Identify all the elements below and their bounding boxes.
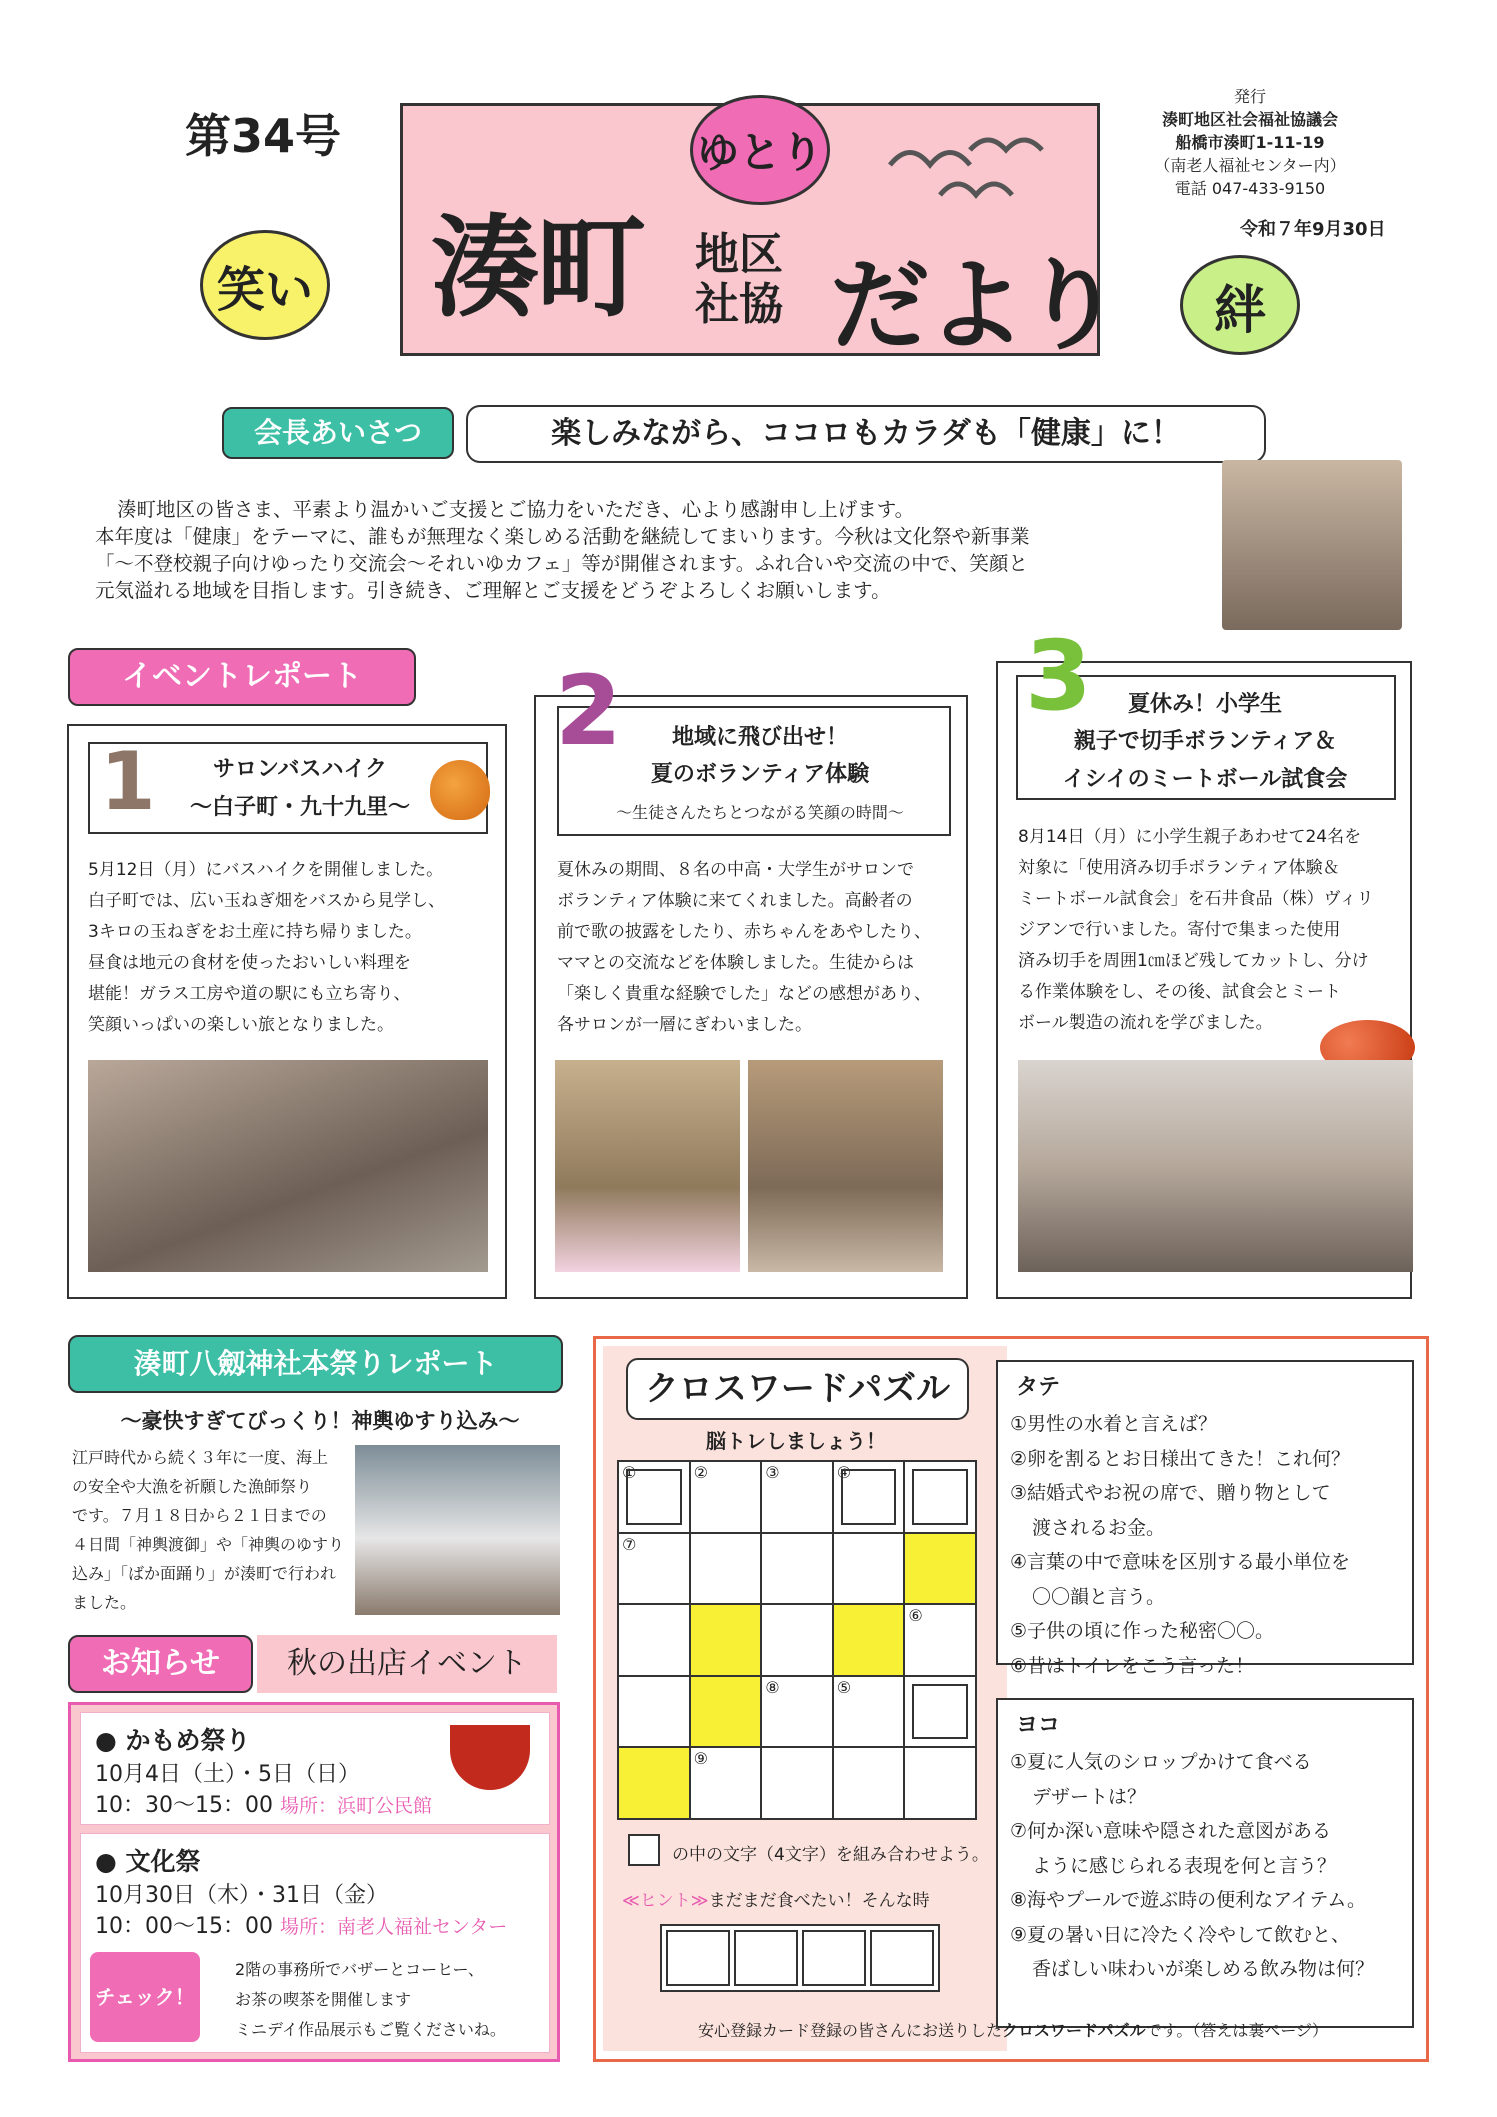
title-dayori: だより: [830, 247, 1118, 364]
clue-line: ⑨夏の暑い日に冷たく冷やして飲むと、: [1010, 1923, 1351, 1946]
check-line: 2階の事務所でバザーとコーヒー、: [235, 1960, 484, 1979]
event-3-body: [1018, 822, 1408, 1039]
festival-subtitle: ～豪快すぎてびっくり！神輿ゆすり込み～: [120, 1409, 520, 1433]
publisher-phone: 電話 047-433-9150: [1174, 179, 1326, 198]
cell-number: ⑥: [908, 1606, 923, 1626]
notice-subtitle: 秋の出店イベント: [257, 1635, 557, 1693]
crossword-cell[interactable]: [761, 1533, 833, 1605]
footer-bold: クロスワードパズル: [1001, 2021, 1146, 2040]
crossword-footer: [603, 2018, 1423, 2041]
clue-line: ①男性の水着と言えば？: [1010, 1413, 1218, 1435]
answer-box-sample: [628, 1834, 660, 1866]
event-1-body: [88, 855, 498, 1041]
crossword-shaded-cell: [690, 1676, 762, 1748]
body-line: 「楽しく貴重な経験でした」などの感想があり、: [557, 984, 931, 1004]
event-date: 10月30日（木）・31日（金）: [95, 1883, 388, 1908]
body-line: 込み」「ばか面踊り」が湊町で行われ: [72, 1564, 337, 1583]
body-line: 各サロンが一層にぎわいました。: [557, 1015, 812, 1035]
check-line: お茶の喫茶を開催します: [235, 1990, 412, 2009]
bubble-yutori: ゆとり: [690, 95, 830, 205]
crossword-shaded-cell: [618, 1747, 690, 1819]
event-3-title: 夏休み！小学生: [1127, 692, 1282, 717]
greeting-line: 「～不登校親子向けゆったり交流会～それいゆカフェ」等が開催されます。ふれ合いや交流の中で、笑顔と: [95, 552, 1028, 575]
body-line: です。７月１８日から２１日までの: [72, 1506, 327, 1525]
cell-number: ⑤: [836, 1677, 852, 1697]
event-time: 10：00～15：00: [95, 1914, 273, 1939]
issue-number: 第34号: [185, 109, 342, 163]
body-line: 白子町では、広い玉ねぎ畑をバスから見学し、: [88, 891, 445, 911]
body-line: 8月14日（月）に小学生親子あわせて24名を: [1018, 827, 1362, 847]
crossword-cell[interactable]: [904, 1461, 976, 1533]
crossword-cell[interactable]: [618, 1533, 690, 1605]
crossword-shaded-cell: [904, 1533, 976, 1605]
clue-line: ⑥昔はトイレをこう言った！: [1010, 1654, 1255, 1677]
event-name: ● かもめ祭り: [95, 1726, 251, 1755]
publisher-address: 船橋市湊町1-11-19: [1175, 133, 1325, 152]
event-2-title: 地域に飛び出せ！: [671, 725, 848, 750]
clue-line: ③結婚式やお祝の席で、贈り物として: [1010, 1482, 1331, 1504]
answer-box[interactable]: [802, 1930, 866, 1986]
event-1-number: 1: [100, 735, 156, 828]
publish-date: 令和７年9月30日: [1240, 219, 1386, 240]
title-sub: [695, 230, 795, 330]
publisher-office: （南老人福祉センター内）: [1154, 156, 1346, 175]
event-time: 10：30～15：00: [95, 1793, 273, 1818]
body-line: 笑顔いっぱいの楽しい旅となりました。: [88, 1015, 394, 1035]
crossword-cell[interactable]: [904, 1676, 976, 1748]
greeting-body: [95, 496, 1195, 604]
crossword-cell[interactable]: [904, 1747, 976, 1819]
greeting-tag: 会長あいさつ: [222, 407, 454, 459]
body-line: ４日間「神輿渡御」や「神輿のゆすり: [72, 1535, 345, 1554]
crossword-cell[interactable]: [690, 1747, 762, 1819]
greeting-line: 元気溢れる地域を目指します。引き続き、ご理解とご支援をどうぞよろしくお願いします。: [95, 579, 891, 602]
crossword-shaded-cell: [690, 1604, 762, 1676]
greeting-line: 本年度は「健康」をテーマに、誰もが無理なく楽しめる活動を継続してまいります。今秋は文化祭や新事業: [95, 525, 1030, 548]
crossword-grid: [617, 1460, 977, 1820]
event-2-title-line-2: 夏のボランティア体験: [650, 762, 870, 787]
crossword-cell[interactable]: [833, 1747, 905, 1819]
event-1-subtitle: ～白子町・九十九里～: [189, 795, 410, 820]
bubble-kizuna: 絆: [1180, 255, 1300, 355]
crossword-cell[interactable]: [618, 1676, 690, 1748]
greeting-headline: 楽しみながら、ココロもカラダも「健康」に！: [466, 405, 1266, 463]
volunteer-photo-1: [555, 1060, 740, 1272]
clue-line: ⑧海やプールで遊ぶ時の便利なアイテム。: [1010, 1889, 1366, 1911]
event-3-title-line-3: イシイのミートボール試食会: [1062, 767, 1348, 792]
body-line: 夏休みの期間、８名の中高・大学生がサロンで: [557, 860, 914, 880]
crossword-cell[interactable]: [618, 1461, 690, 1533]
event-2-number: 2: [555, 655, 622, 767]
event-3-number: 3: [1025, 620, 1092, 732]
footer-pre: 安心登録カード登録の皆さんにお送りした: [697, 2021, 1002, 2040]
tate-list: [998, 1407, 1412, 1683]
crossword-cell[interactable]: [833, 1461, 905, 1533]
clue-line: 渡されるお金。: [1032, 1516, 1166, 1539]
crossword-cell[interactable]: [833, 1533, 905, 1605]
body-line: ボランティア体験に来てくれました。高齢者の: [557, 891, 913, 911]
onion-icon: [430, 760, 490, 820]
body-line: 済み切手を周囲1㎝ほど残してカットし、分け: [1018, 951, 1369, 971]
body-line: 前で歌の披露をしたり、赤ちゃんをあやしたり、: [557, 922, 931, 942]
answer-box[interactable]: [666, 1930, 730, 1986]
volunteer-photo-2: [748, 1060, 943, 1272]
chairperson-photo: [1222, 460, 1402, 630]
event-report-tag: イベントレポート: [68, 648, 416, 706]
tate-clues: [996, 1360, 1414, 1677]
clue-line: ⑤子供の頃に作った秘密〇〇。: [1010, 1620, 1275, 1642]
stamp-volunteer-photo: [1018, 1060, 1413, 1272]
cell-number: ②: [693, 1463, 708, 1482]
body-line: 堪能！ガラス工房や道の駅にも立ち寄り、: [88, 984, 411, 1004]
body-line: ジアンで行いました。寄付で集まった使用: [1018, 920, 1341, 940]
bubble-warai: 笑い: [200, 230, 330, 340]
body-line: 対象に「使用済み切手ボランティア体験＆: [1018, 858, 1340, 878]
crossword-cell[interactable]: [761, 1604, 833, 1676]
crossword-hint: [622, 1886, 930, 1911]
cell-number: ⑧: [765, 1677, 780, 1697]
event-1-title: サロンバスハイク: [212, 757, 388, 782]
body-line: 昼食は地元の食材を使ったおいしい料理を: [88, 953, 411, 973]
body-line: 5月12日（月）にバスハイクを開催しました。: [88, 860, 444, 880]
cell-number: ①: [622, 1463, 637, 1482]
clue-line: ②卵を割るとお日様出てきた！これ何？: [1010, 1447, 1351, 1470]
event-place: 場所：浜町公民館: [279, 1795, 432, 1817]
event-place: 場所：南老人福祉センター: [279, 1916, 508, 1938]
event-3-title-line-2: 親子で切手ボランティア＆: [1073, 729, 1337, 754]
greeting-line: 湊町地区の皆さま、平素より温かいご支援とご協力をいただき、心より感謝申し上げます。: [117, 498, 915, 521]
publisher-label: 発行: [1233, 87, 1266, 106]
notice-tag: お知らせ: [68, 1635, 253, 1693]
tate-heading: タテ: [1016, 1375, 1061, 1400]
check-text: [235, 1955, 535, 2045]
answer-boxes: [660, 1924, 940, 1992]
body-line: ママとの交流などを体験しました。生徒からは: [557, 953, 914, 973]
check-line: ミニデイ作品展示もご覧くださいね。: [235, 2020, 506, 2039]
title-sub-line-2: 社協: [695, 279, 783, 330]
festival-tag: 湊町八劔神社本祭りレポート: [68, 1335, 563, 1393]
crossword-cell[interactable]: [833, 1676, 905, 1748]
clue-line: ⑦何か深い意味や隠された意図がある: [1010, 1820, 1332, 1842]
event-name: ● 文化祭: [95, 1847, 201, 1876]
hint-text: まだまだ食べたい！そんな時: [708, 1891, 930, 1911]
crossword-cell[interactable]: [618, 1604, 690, 1676]
publisher-info: [1140, 85, 1360, 200]
body-line: ボール製造の流れを学びました。: [1018, 1013, 1273, 1033]
crossword-lead: 脳トレしましょう！: [706, 1429, 886, 1453]
crossword-cell[interactable]: [690, 1461, 762, 1533]
check-badge: チェック！: [90, 1952, 200, 2042]
cell-number: ⑦: [622, 1534, 637, 1554]
cell-number: ③: [765, 1463, 780, 1482]
festival-photo: [355, 1445, 560, 1615]
crossword-cell[interactable]: [904, 1604, 976, 1676]
hint-tag: ≪ヒント≫: [622, 1891, 709, 1911]
clue-line: ①夏に人気のシロップかけて食べる: [1010, 1751, 1312, 1773]
clue-line: 〇〇韻と言う。: [1032, 1585, 1166, 1608]
birds-illustration: [880, 125, 1080, 215]
crossword-cell[interactable]: [761, 1461, 833, 1533]
crossword-cell[interactable]: [690, 1533, 762, 1605]
answer-box[interactable]: [734, 1930, 798, 1986]
event-2-subtitle: ～生徒さんたちとつながる笑顔の時間～: [616, 803, 904, 822]
crossword-title: クロスワードパズル: [626, 1358, 969, 1420]
crossword-instruction: の中の文字（4文字）を組み合わせよう。: [672, 1845, 989, 1865]
body-line: 江戸時代から続く３年に一度、海上: [72, 1448, 329, 1467]
body-line: 3キロの玉ねぎをお土産に持ち帰りました。: [88, 922, 422, 942]
footer-post: です。（答えは裏ページ）: [1145, 2021, 1329, 2040]
body-line: の安全や大漁を祈願した漁師祭り: [72, 1477, 313, 1496]
publisher-name: 湊町地区社会福祉協議会: [1161, 110, 1338, 129]
answer-box[interactable]: [870, 1930, 934, 1986]
clue-line: デザートは？: [1032, 1785, 1147, 1808]
clue-line: 香ばしい味わいが楽しめる飲み物は何？: [1032, 1958, 1375, 1980]
title-main: 湊町: [430, 204, 642, 332]
cell-number: ⑨: [693, 1749, 708, 1769]
cell-number: ④: [836, 1463, 852, 1482]
crossword-cell[interactable]: [761, 1676, 833, 1748]
body-line: ミートボール試食会」を石井食品（株）ヴィリ: [1018, 889, 1374, 909]
yoko-list: [998, 1745, 1412, 1987]
title-sub-line-1: 地区: [695, 229, 783, 280]
event-2-body: [557, 855, 957, 1041]
yoko-heading: ヨコ: [1016, 1713, 1061, 1738]
body-line: る作業体験をし、その後、試食会とミート: [1018, 982, 1341, 1002]
event-date: 10月4日（土）・5日（日）: [95, 1762, 360, 1787]
clue-line: ように感じられる表現を何と言う？: [1032, 1854, 1337, 1877]
yoko-clues: [996, 1698, 1414, 2028]
festival-body: [72, 1443, 352, 1617]
clue-line: ④言葉の中で意味を区別する最小単位を: [1010, 1551, 1351, 1573]
body-line: ました。: [72, 1593, 137, 1612]
crossword-cell[interactable]: [761, 1747, 833, 1819]
bus-hike-group-photo: [88, 1060, 488, 1272]
crossword-shaded-cell: [833, 1604, 905, 1676]
